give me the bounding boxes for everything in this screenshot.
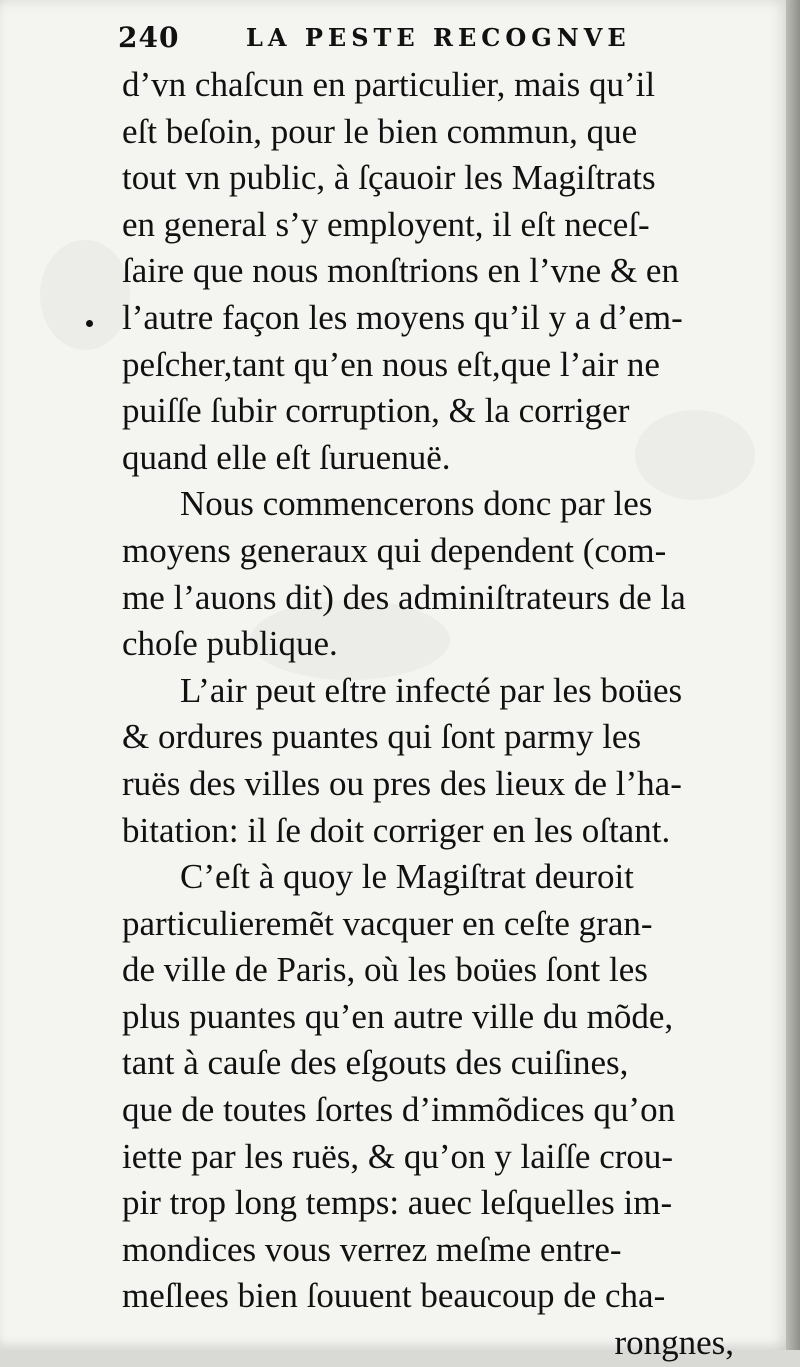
text-line: ruës des villes ou pres des lieux de l’ha- [122, 763, 682, 803]
running-head: LA PESTE RECOGNVE [246, 23, 631, 52]
text-line: de ville de Paris, où les boües ſont les [122, 950, 648, 990]
paragraph-start-line: L’air peut eſtre infecté par les boües [180, 670, 683, 710]
text-line: pir trop long temps: auec leſquelles im- [122, 1183, 673, 1223]
margin-ink-mark [86, 320, 93, 327]
text-line: puiſſe ſubir corruption, & la corriger [122, 391, 630, 431]
text-line: iette par les ruës, & qu’on y laiſſe crou- [122, 1136, 674, 1176]
text-line: choſe publique. [122, 624, 338, 664]
text-line: & ordures puantes qui ſont parmy les [122, 717, 642, 757]
page-edge [786, 0, 800, 1350]
text-line: ſaire que nous monſtrions en l’vne & en [122, 251, 679, 291]
text-line: bitation: il ſe doit corriger en les oſtant. [122, 810, 671, 850]
text-line: eſt beſoin, pour le bien commun, que [122, 111, 638, 151]
text-line: me l’auons dit) des adminiſtrateurs de la [122, 577, 686, 617]
paragraph-start-line: Nous commencerons donc par les [180, 484, 653, 524]
text-line: meſlees bien ſouuent beaucoup de cha- [122, 1276, 666, 1316]
text-line: d’vn chaſcun en particulier, mais qu’il [122, 65, 656, 104]
text-line: en general s’y employent, il eſt neceſ- [122, 204, 650, 244]
paper-stain [40, 240, 130, 350]
page-header [118, 18, 678, 58]
text-line: quand elle eſt ſuruenuë. [122, 437, 451, 477]
text-line: peſcher,tant qu’en nous eſt,que l’air ne [122, 344, 660, 384]
paragraph-start-line: C’eſt à quoy le Magiſtrat deuroit [180, 857, 634, 897]
text-line: plus puantes qu’en autre ville du mõde, [122, 996, 674, 1036]
text-line: tout vn public, à ſçauoir les Magiſtrats [122, 158, 656, 198]
text-line: tant à cauſe des eſgouts des cuiſines, [122, 1043, 629, 1083]
catchword: rongnes, [614, 1323, 734, 1363]
page-number: 240 [118, 21, 180, 54]
text-line: moyens generaux qui dependent (com- [122, 530, 667, 570]
text-line: particulieremẽt vacquer en ceſte gran- [122, 903, 653, 943]
page-text [122, 62, 734, 1367]
text-line: l’autre façon les moyens qu’il y a d’em- [122, 297, 683, 337]
text-line: mondices vous verrez meſme entre- [122, 1229, 622, 1269]
text-line: que de toutes ſortes d’immõdices qu’on [122, 1090, 676, 1130]
